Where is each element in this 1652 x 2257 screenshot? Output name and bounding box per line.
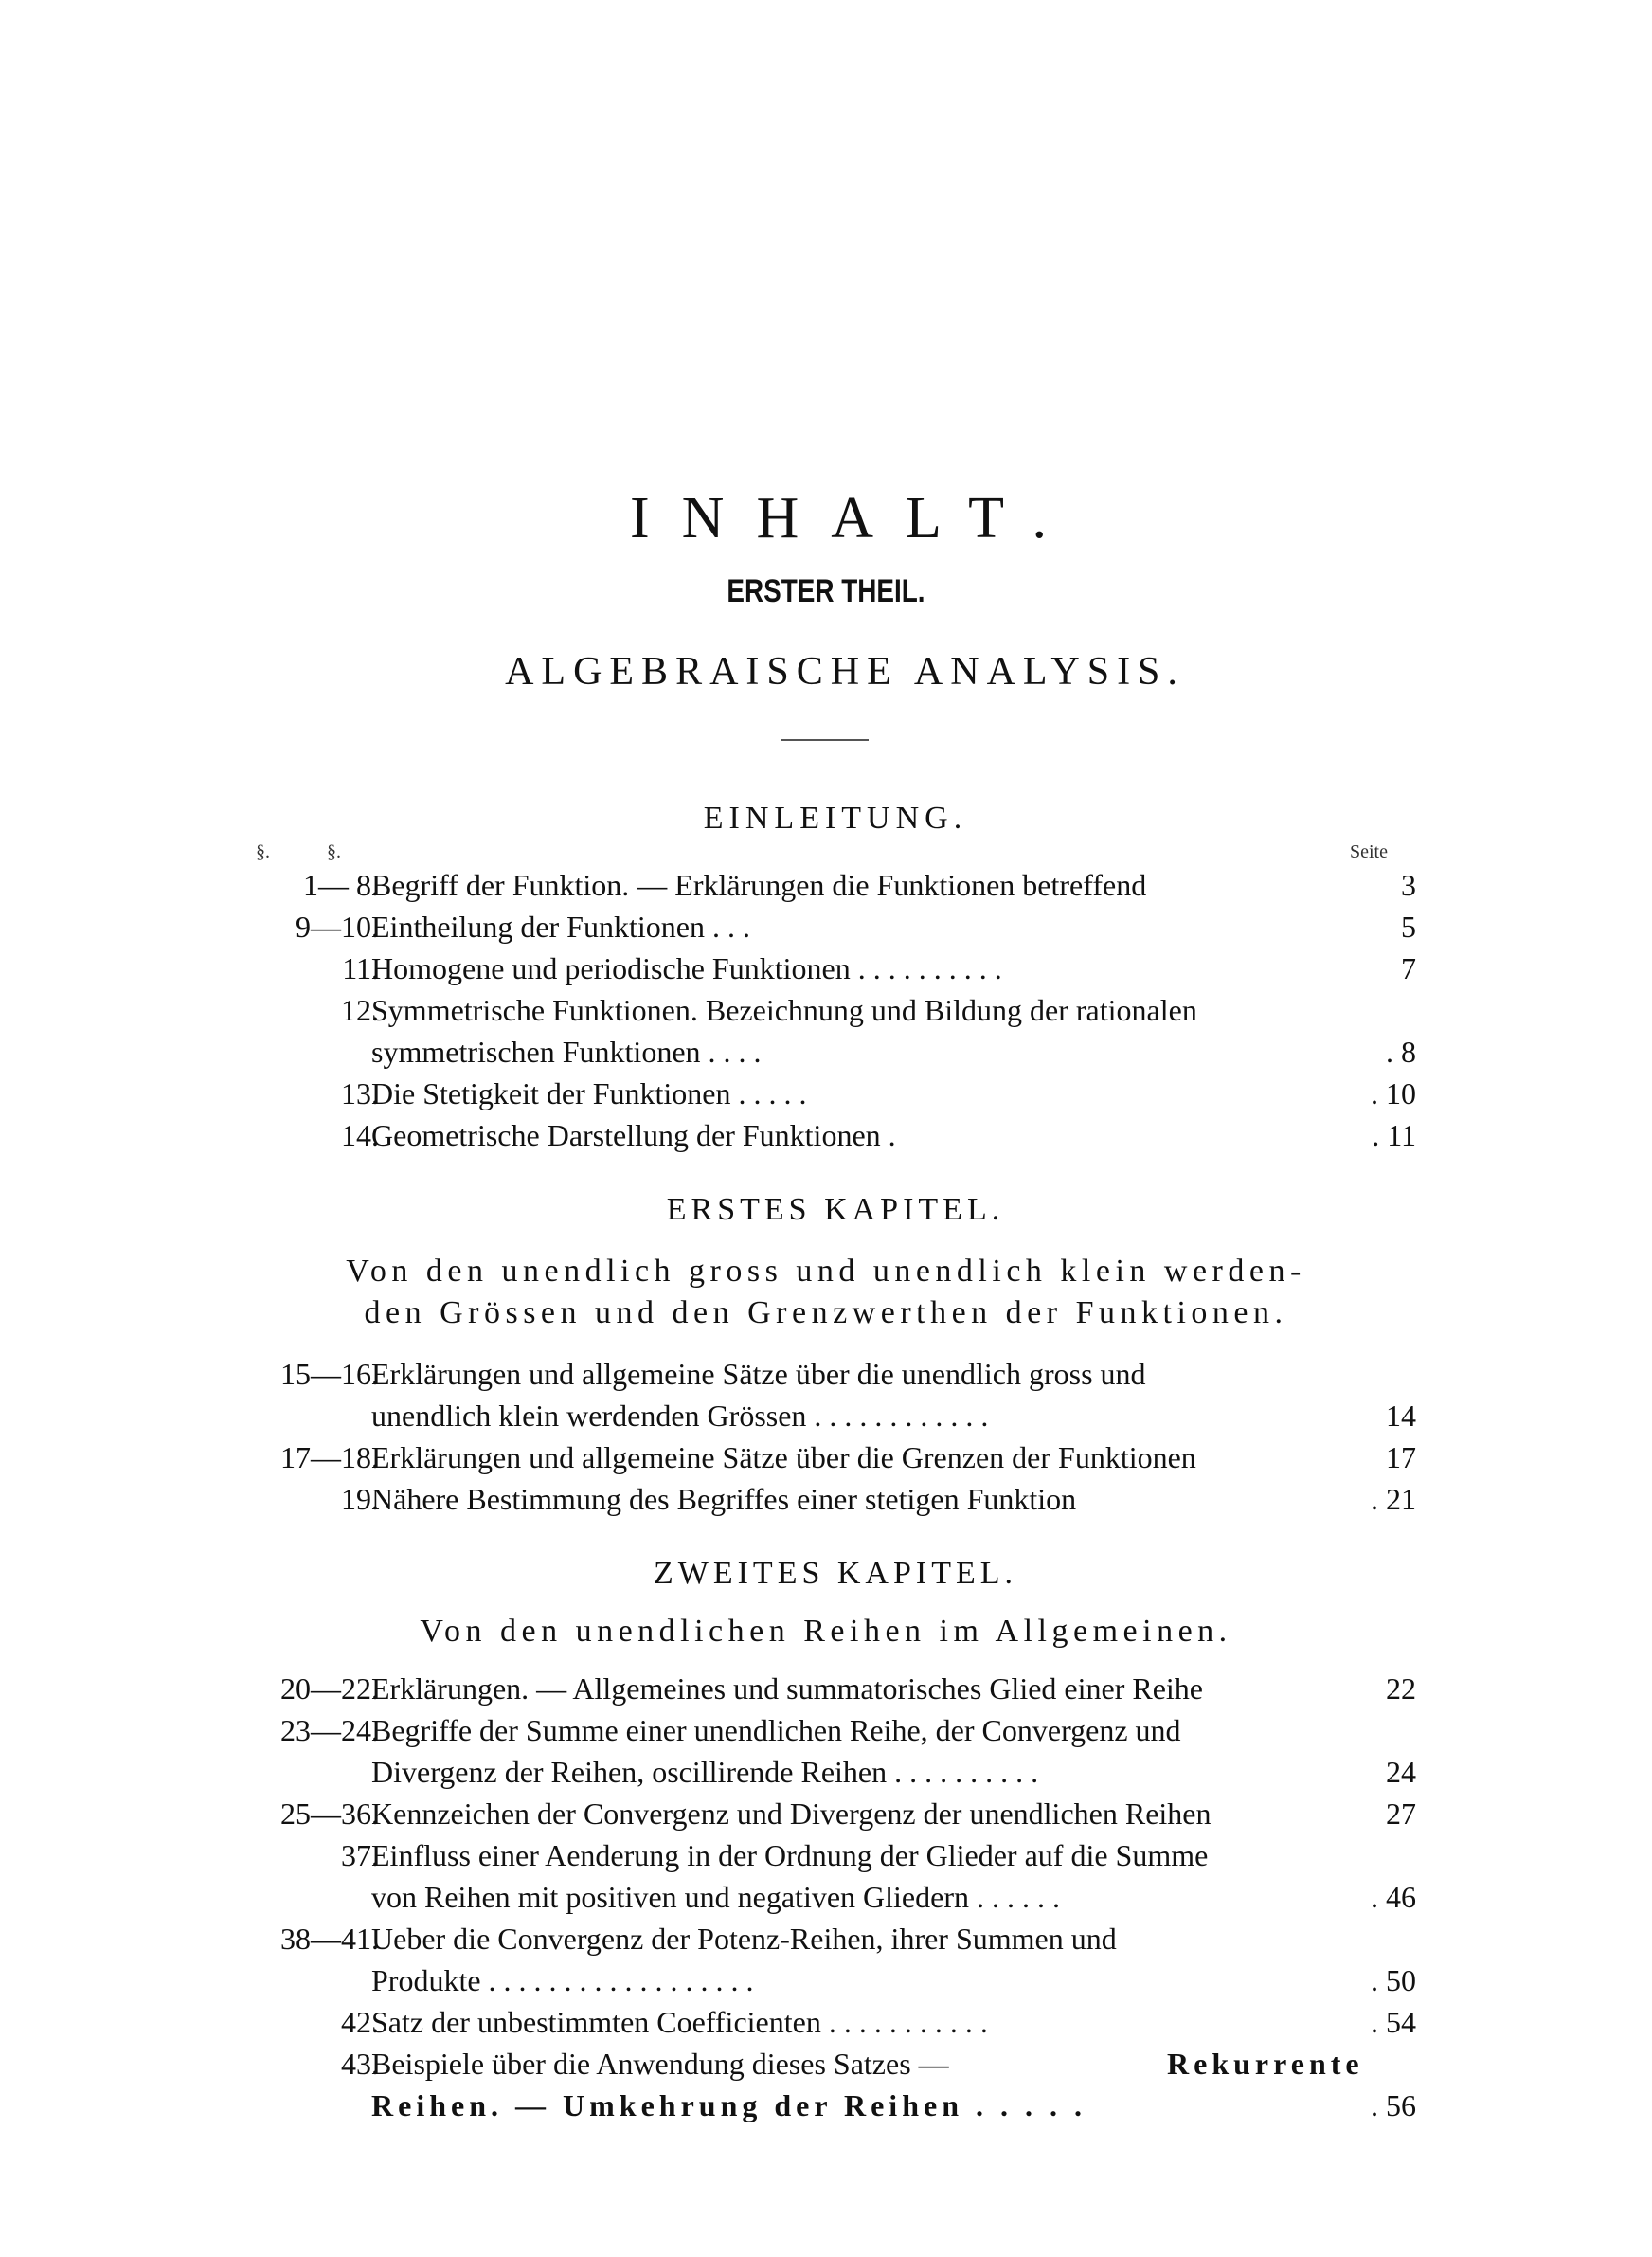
chapter2-subtitle-line: Von den unendlichen Reihen im Allgemeinen.: [420, 1614, 1232, 1649]
emphasis-term: Rekurrente: [1167, 2047, 1364, 2081]
intro-heading: EINLEITUNG.: [703, 801, 968, 836]
column-label-section-2: §.: [327, 841, 341, 862]
chapter1-heading: ERSTES KAPITEL.: [666, 1192, 1005, 1227]
page-title: INHALT.: [630, 486, 1079, 551]
chapter1-subtitle-line: Von den unendlich gross und unendlich klein werden-: [346, 1254, 1306, 1289]
column-label-section: §.: [256, 841, 270, 862]
book-page: INHALT. ERSTER THEIL. ALGEBRAISCHE ANALYSIS. EINLEITUNG. §. §. Seite 1— 8. Begriff der Funktion. — Erklärungen die Funktionen betreffend 3 9—10. Eintheilung der Funktionen . . . 5 11. Homogene und periodische Funktionen . . . . . . . . . . 7 12. Symmetrische Funktionen. Bezeichnung und Bildung der rationalen symmetrischen Funktionen . . . . . 8 13. Die Stetigkeit der Funktionen . . . . . . 10 14. Geometrische Darstellung der Funktionen . . 11 ERSTES KAPITEL. Von den unendlich gross und unendlich klein werden- den Grössen und den Grenzwerthen der Funktionen. 15—16. Erklärungen und allgemeine Sätze über die unendlich gross und unendlich klein werdenden Grössen . . . . . . . . . . . . 14 17—18. Erklärungen und allgemeine Sätze über die Grenzen der Funktionen 17 19. Nähere Bestimmung des Begriffes einer stetigen Funktion . 21 ZWEITES KAPITEL. Von den unendlichen Reihen im Allgemeinen. 20—22. Erklärungen. — Allgemeines und summatorisches Glied einer Reihe 22 23—24. Begriffe der Summe einer unendlichen Reihe, der Convergenz und Divergenz der Reihen, oscillirende Reihen . . . . . . . . . . 24 25—36. Kennzeichen der Convergenz und Divergenz der unendlichen Reihen 27 37. Einfluss einer Aenderung in der Ordnung der Glieder auf die Summe von Reihen mit positiven und negativen Gliedern . . . . . . . 46 38—41. Ueber die Convergenz der Potenz-Reihen, ihrer Summen und Produkte . . . . . . . . . . . . . . . . . . . 50 42. Satz der unbestimmten Coefficienten . . . . . . . . . . . . 54 43. Beispiele über die Anwendung dieses Satzes — Rekurrente Reihen. — Umkehrung der Reihen . . . . . . 56: [0, 0, 1652, 2257]
part-subtitle: ALGEBRAISCHE ANALYSIS.: [505, 650, 1185, 694]
column-label-page: Seite: [1350, 841, 1388, 862]
chapter1-subtitle-line: den Grössen und den Grenzwerthen der Funktionen.: [364, 1295, 1288, 1330]
part-heading: ERSTER THEIL.: [727, 573, 925, 609]
divider-rule: [781, 739, 869, 741]
chapter2-heading: ZWEITES KAPITEL.: [653, 1556, 1018, 1591]
